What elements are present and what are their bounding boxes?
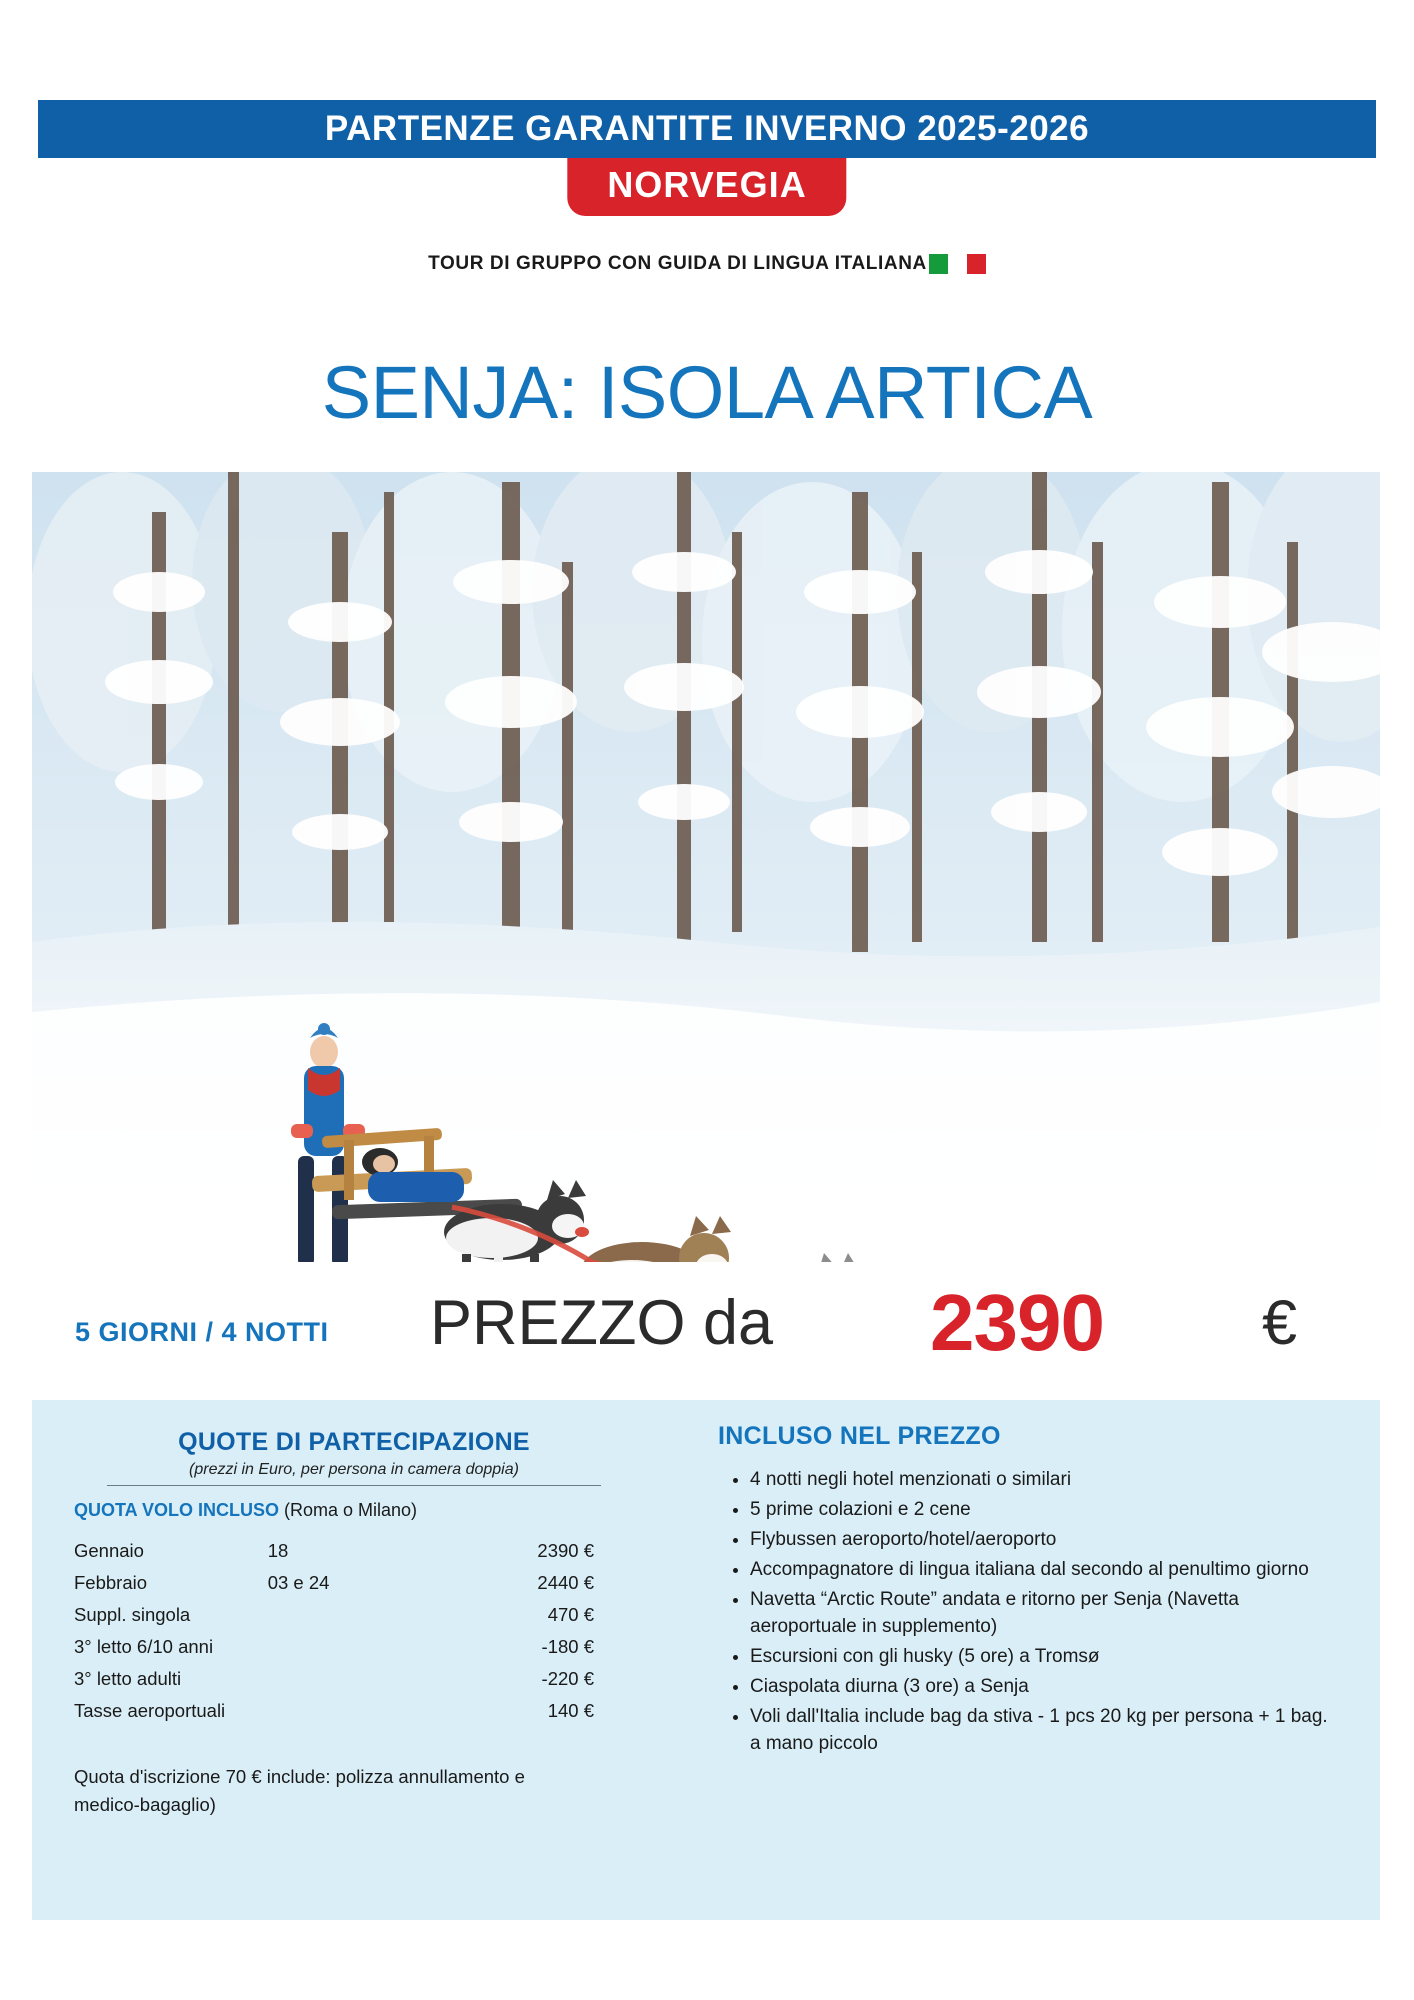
participation-rates-panel [32, 1400, 676, 1920]
header-banner [38, 100, 1376, 158]
list-item: • Voli dall'Italia include bag da stiva - 1 pcs 20 kg per persona + 1 bag. a mano piccolo [750, 1704, 1340, 1758]
subtitle-text: TOUR DI GRUPPO CON GUIDA DI LINGUA ITALIANA [428, 253, 927, 274]
price-label: PREZZO da [430, 1288, 774, 1358]
rate-dates [268, 1695, 431, 1727]
country-badge [567, 158, 846, 216]
rate-label: Febbraio [74, 1572, 148, 1593]
price-row [0, 1278, 1414, 1375]
hero-illustration [32, 472, 1380, 1262]
table-row [74, 1631, 594, 1663]
rate-label: Gennaio [74, 1540, 144, 1561]
participation-rates-title: QUOTE DI PARTECIPAZIONE [178, 1428, 530, 1456]
list-item: • 4 notti negli hotel menzionati o similari [750, 1467, 1340, 1494]
flight-departure-cities: (Roma o Milano) [284, 1500, 418, 1520]
rate-dates [268, 1663, 431, 1695]
rate-dates: 18 [267, 1540, 289, 1561]
price-amount: 2390 [930, 1278, 1104, 1367]
flight-included-label [74, 1500, 676, 1521]
rate-value: 140 € [547, 1700, 594, 1721]
rate-dates [268, 1599, 431, 1631]
list-item: • Ciaspolata diurna (3 ore) a Senja [750, 1674, 1340, 1701]
rate-label: 3° letto adulti [74, 1668, 182, 1689]
table-row [74, 1663, 594, 1695]
rate-label: Suppl. singola [74, 1604, 191, 1625]
rate-dates: 03 e 24 [267, 1572, 330, 1593]
registration-fee-note: Quota d'iscrizione 70 € include: polizza annullamento e medico-bagaglio) [74, 1766, 525, 1815]
italian-flag-icon [929, 254, 986, 274]
included-panel [676, 1400, 1380, 1920]
participation-rates-subtitle: (prezzi in Euro, per persona in camera doppia) [189, 1461, 519, 1478]
rate-value: 470 € [547, 1604, 594, 1625]
header-banner-text: PARTENZE GARANTITE INVERNO 2025-2026 [324, 109, 1090, 148]
list-item: • Accompagnatore di lingua italiana dal secondo al penultimo giorno [750, 1557, 1340, 1584]
table-row [74, 1695, 594, 1727]
hero-image [32, 472, 1380, 1262]
rate-value: 2440 € [537, 1572, 594, 1593]
subtitle-row [0, 253, 1414, 275]
included-title: INCLUSO NEL PREZZO [718, 1422, 1001, 1450]
price-currency: € [1262, 1288, 1298, 1358]
divider [107, 1485, 601, 1486]
list-item: • Navetta “Arctic Route” andata e ritorno per Senja (Navetta aeroportuale in supplemento) [750, 1587, 1340, 1641]
rate-dates [268, 1631, 431, 1663]
rate-value: -180 € [541, 1636, 594, 1657]
country-badge-text: NORVEGIA [607, 164, 807, 205]
table-row [74, 1567, 594, 1599]
list-item: • Flybussen aeroporto/hotel/aeroporto [750, 1527, 1340, 1554]
rate-label: 3° letto 6/10 anni [74, 1636, 214, 1657]
page-title: SENJA: ISOLA ARTICA [321, 351, 1093, 434]
price-table [74, 1535, 594, 1727]
included-list [728, 1467, 1380, 1758]
rate-label: Tasse aeroportuali [74, 1700, 226, 1721]
rate-value: -220 € [541, 1668, 594, 1689]
table-row [74, 1535, 594, 1567]
rate-value: 2390 € [537, 1540, 594, 1561]
list-item: • Escursioni con gli husky (5 ore) a Tromsø [750, 1644, 1340, 1671]
trip-duration: 5 GIORNI / 4 NOTTI [75, 1317, 329, 1347]
flight-included-text: QUOTA VOLO INCLUSO [74, 1500, 279, 1520]
table-row [74, 1599, 594, 1631]
list-item: • 5 prime colazioni e 2 cene [750, 1497, 1340, 1524]
